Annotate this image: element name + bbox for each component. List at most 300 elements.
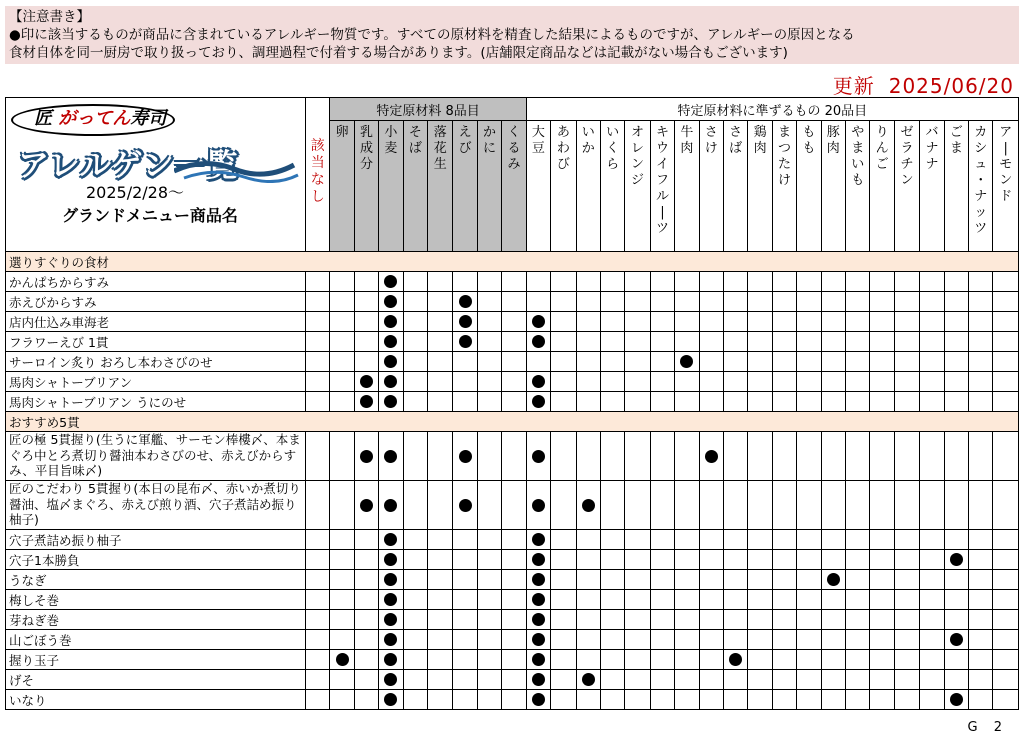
allergen-cell <box>600 481 624 530</box>
allergen-cell <box>944 590 968 610</box>
allergen-cell <box>675 550 699 570</box>
allergen-cell <box>502 630 526 650</box>
allergen-cell <box>969 272 993 292</box>
allergen-cell <box>625 590 650 610</box>
allergen-cell <box>650 630 674 650</box>
allergen-cell <box>428 650 453 670</box>
allergen-cell <box>576 292 600 312</box>
allergen-cell <box>576 570 600 590</box>
allergen-cell <box>600 570 624 590</box>
allergen-header-17: 鶏 肉 <box>748 121 772 252</box>
allergen-cell <box>379 352 403 372</box>
allergen-cell <box>723 530 747 550</box>
allergen-cell <box>576 670 600 690</box>
allergen-dot-icon <box>459 450 472 463</box>
allergen-cell <box>600 392 624 412</box>
allergen-cell <box>354 590 378 610</box>
allergen-header-4: 落 花 生 <box>428 121 453 252</box>
allergen-cell <box>944 272 968 292</box>
allergen-cell <box>969 481 993 530</box>
allergen-cell <box>944 570 968 590</box>
allergen-cell <box>650 670 674 690</box>
allergen-cell <box>650 550 674 570</box>
allergen-dot-icon <box>360 395 373 408</box>
allergen-cell <box>846 670 870 690</box>
allergen-cell <box>551 292 576 312</box>
table-row <box>6 590 1019 610</box>
allergen-cell <box>551 272 576 292</box>
allergen-cell <box>379 610 403 630</box>
allergen-cell <box>428 690 453 710</box>
allergen-cell <box>403 312 427 332</box>
allergen-cell <box>894 312 919 332</box>
allergen-cell <box>576 312 600 332</box>
allergen-cell <box>428 352 453 372</box>
allergen-cell <box>944 530 968 550</box>
allergen-cell <box>403 570 427 590</box>
allergen-cell <box>330 372 354 392</box>
allergen-cell <box>477 610 501 630</box>
allergen-cell <box>502 530 526 550</box>
allergen-cell <box>944 481 968 530</box>
allergen-cell <box>650 590 674 610</box>
allergen-cell <box>551 530 576 550</box>
allergen-cell <box>477 481 501 530</box>
allergen-cell <box>870 650 894 670</box>
allergen-cell <box>477 670 501 690</box>
allergen-cell <box>379 530 403 550</box>
allergen-header-14: 牛 肉 <box>675 121 699 252</box>
allergen-header-20: 豚 肉 <box>821 121 845 252</box>
allergen-cell <box>650 690 674 710</box>
allergen-cell <box>748 392 772 412</box>
allergen-cell <box>772 481 796 530</box>
allergen-cell <box>379 481 403 530</box>
allergen-cell <box>870 372 894 392</box>
allergen-header-23: ゼ ラ チ ン <box>894 121 919 252</box>
allergen-cell <box>576 630 600 650</box>
allergen-cell <box>650 352 674 372</box>
product-name: げそ <box>6 670 306 690</box>
product-name: 穴子煮詰め振り柚子 <box>6 530 306 550</box>
allergen-header-1: 乳 成 分 <box>354 121 378 252</box>
allergen-cell <box>330 690 354 710</box>
allergen-cell <box>748 570 772 590</box>
allergen-cell <box>846 432 870 481</box>
allergen-cell <box>330 530 354 550</box>
product-name: 赤えびからすみ <box>6 292 306 312</box>
table-row <box>6 550 1019 570</box>
allergen-cell <box>920 292 944 312</box>
allergen-cell <box>477 352 501 372</box>
none-cell <box>306 570 330 590</box>
allergen-cell <box>551 432 576 481</box>
allergen-cell <box>846 650 870 670</box>
allergen-cell <box>600 670 624 690</box>
allergen-cell <box>772 610 796 630</box>
allergen-cell <box>526 272 550 292</box>
allergen-cell <box>870 530 894 550</box>
allergen-cell <box>846 352 870 372</box>
allergen-cell <box>330 610 354 630</box>
allergen-cell <box>870 590 894 610</box>
product-name: 匠の極 5貫握り(生うに軍艦、サーモン棒樓〆、本まぐろ中とろ煮切り醤油本わさびのせ、赤えびからすみ、平目旨味〆) <box>6 432 306 481</box>
allergen-dot-icon <box>360 499 373 512</box>
allergen-dot-icon <box>360 375 373 388</box>
allergen-cell <box>723 312 747 332</box>
allergen-cell <box>772 650 796 670</box>
allergen-cell <box>379 630 403 650</box>
allergen-dot-icon <box>384 375 397 388</box>
allergen-cell <box>944 432 968 481</box>
allergen-cell <box>428 550 453 570</box>
allergen-cell <box>969 650 993 670</box>
allergen-cell <box>403 392 427 412</box>
allergen-cell <box>502 372 526 392</box>
allergen-cell <box>354 550 378 570</box>
allergen-cell <box>379 590 403 610</box>
allergen-cell <box>772 372 796 392</box>
allergen-cell <box>551 481 576 530</box>
allergen-cell <box>502 432 526 481</box>
allergen-cell <box>772 530 796 550</box>
product-name: 馬肉シャトーブリアン <box>6 372 306 392</box>
allergen-cell <box>699 690 723 710</box>
allergen-cell <box>403 432 427 481</box>
table-row <box>6 570 1019 590</box>
allergen-cell <box>821 590 845 610</box>
allergen-cell <box>772 432 796 481</box>
allergen-cell <box>748 530 772 550</box>
allergen-cell <box>477 372 501 392</box>
allergen-cell <box>969 372 993 392</box>
allergen-cell <box>330 670 354 690</box>
allergen-cell <box>502 481 526 530</box>
allergen-cell <box>969 630 993 650</box>
category-label: おすすめ5貫 <box>6 412 1019 432</box>
none-cell <box>306 650 330 670</box>
allergen-header-13: キ ウ イ フ ル | ツ <box>650 121 674 252</box>
product-name: フラワーえび 1貫 <box>6 332 306 352</box>
allergen-cell <box>502 650 526 670</box>
allergen-cell <box>920 650 944 670</box>
allergen-dot-icon <box>950 693 963 706</box>
allergen-cell <box>428 481 453 530</box>
allergen-cell <box>354 570 378 590</box>
product-name: うなぎ <box>6 570 306 590</box>
allergen-cell <box>576 650 600 670</box>
allergen-cell <box>748 550 772 570</box>
none-cell <box>306 372 330 392</box>
allergen-cell <box>600 312 624 332</box>
product-name: 馬肉シャトーブリアン うにのせ <box>6 392 306 412</box>
allergen-cell <box>821 530 845 550</box>
allergen-cell <box>723 630 747 650</box>
specific-group-header: 特定原材料 8品目 <box>330 98 526 121</box>
allergen-dot-icon <box>384 450 397 463</box>
allergen-cell <box>379 650 403 670</box>
allergen-cell <box>969 550 993 570</box>
allergen-cell <box>526 332 550 352</box>
allergen-dot-icon <box>384 395 397 408</box>
allergen-cell <box>600 272 624 292</box>
table-row <box>6 332 1019 352</box>
allergen-cell <box>576 432 600 481</box>
allergen-cell <box>526 392 550 412</box>
allergen-cell <box>502 670 526 690</box>
allergen-dot-icon <box>532 450 545 463</box>
allergen-cell <box>969 332 993 352</box>
allergen-cell <box>894 481 919 530</box>
allergen-cell <box>625 690 650 710</box>
allergen-dot-icon <box>950 553 963 566</box>
allergen-cell <box>453 292 477 312</box>
allergen-cell <box>379 392 403 412</box>
allergen-cell <box>453 432 477 481</box>
allergen-cell <box>723 432 747 481</box>
menu-label: グランドメニュー商品名 <box>62 206 238 225</box>
allergen-cell <box>379 292 403 312</box>
allergen-cell <box>969 610 993 630</box>
allergen-dot-icon <box>384 355 397 368</box>
allergen-header-7: く る み <box>502 121 526 252</box>
allergen-cell <box>797 670 821 690</box>
allergen-cell <box>428 530 453 550</box>
allergen-cell <box>551 690 576 710</box>
allergen-cell <box>699 670 723 690</box>
allergen-cell <box>650 481 674 530</box>
allergen-cell <box>354 332 378 352</box>
allergen-cell <box>428 292 453 312</box>
allergen-header-22: り ん ご <box>870 121 894 252</box>
allergen-cell <box>797 570 821 590</box>
allergen-cell <box>870 481 894 530</box>
allergen-cell <box>846 292 870 312</box>
allergen-cell <box>748 630 772 650</box>
allergen-cell <box>477 530 501 550</box>
allergen-cell <box>625 392 650 412</box>
allergen-cell <box>379 670 403 690</box>
allergen-cell <box>920 670 944 690</box>
allergen-cell <box>675 530 699 550</box>
allergen-cell <box>502 392 526 412</box>
allergen-cell <box>748 292 772 312</box>
allergen-cell <box>969 670 993 690</box>
allergen-cell <box>821 392 845 412</box>
allergen-cell <box>846 570 870 590</box>
allergen-cell <box>894 530 919 550</box>
allergen-dot-icon <box>532 573 545 586</box>
allergen-cell <box>551 550 576 570</box>
allergen-dot-icon <box>384 573 397 586</box>
table-row <box>6 312 1019 332</box>
allergen-dot-icon <box>532 553 545 566</box>
allergen-cell <box>699 570 723 590</box>
allergen-cell <box>993 312 1019 332</box>
allergen-cell <box>330 570 354 590</box>
allergen-cell <box>920 392 944 412</box>
allergen-cell <box>821 272 845 292</box>
allergen-cell <box>354 312 378 332</box>
allergen-cell <box>330 352 354 372</box>
allergen-cell <box>723 352 747 372</box>
allergen-dot-icon <box>459 315 472 328</box>
allergen-cell <box>428 630 453 650</box>
allergen-cell <box>699 530 723 550</box>
allergen-cell <box>625 550 650 570</box>
table-row <box>6 610 1019 630</box>
allergen-cell <box>600 432 624 481</box>
allergen-cell <box>576 272 600 292</box>
allergen-cell <box>993 481 1019 530</box>
allergen-cell <box>846 392 870 412</box>
allergen-cell <box>993 272 1019 292</box>
allergen-cell <box>699 481 723 530</box>
allergen-cell <box>894 550 919 570</box>
allergen-cell <box>650 392 674 412</box>
allergen-cell <box>870 610 894 630</box>
allergen-cell <box>428 570 453 590</box>
allergen-cell <box>477 272 501 292</box>
allergen-cell <box>453 670 477 690</box>
allergen-dot-icon <box>384 295 397 308</box>
allergen-cell <box>797 481 821 530</box>
allergen-cell <box>920 630 944 650</box>
allergen-cell <box>453 530 477 550</box>
allergen-cell <box>650 292 674 312</box>
allergen-cell <box>748 432 772 481</box>
allergen-cell <box>748 481 772 530</box>
allergen-cell <box>600 550 624 570</box>
allergen-cell <box>330 392 354 412</box>
allergen-cell <box>477 690 501 710</box>
allergen-cell <box>354 372 378 392</box>
allergen-cell <box>723 332 747 352</box>
allergen-cell <box>403 272 427 292</box>
allergen-cell <box>477 332 501 352</box>
allergen-cell <box>379 272 403 292</box>
allergen-table <box>5 97 1019 710</box>
allergen-cell <box>428 590 453 610</box>
allergen-cell <box>675 352 699 372</box>
allergen-cell <box>551 650 576 670</box>
allergen-cell <box>969 590 993 610</box>
allergen-cell <box>551 352 576 372</box>
allergen-cell <box>453 352 477 372</box>
allergen-cell <box>748 610 772 630</box>
allergen-cell <box>330 432 354 481</box>
allergen-cell <box>428 432 453 481</box>
allergen-dot-icon <box>532 375 545 388</box>
allergen-dot-icon <box>384 315 397 328</box>
table-row <box>6 272 1019 292</box>
allergen-cell <box>576 550 600 570</box>
allergen-cell <box>428 312 453 332</box>
none-cell <box>306 392 330 412</box>
allergen-cell <box>354 392 378 412</box>
allergen-cell <box>920 550 944 570</box>
category-row <box>6 252 1019 272</box>
allergen-dot-icon <box>532 593 545 606</box>
allergen-cell <box>600 352 624 372</box>
allergen-cell <box>772 312 796 332</box>
allergen-cell <box>993 550 1019 570</box>
allergen-cell <box>354 530 378 550</box>
allergen-cell <box>797 372 821 392</box>
allergen-header-3: そ ば <box>403 121 427 252</box>
allergen-cell <box>403 670 427 690</box>
allergen-cell <box>675 481 699 530</box>
allergen-cell <box>748 590 772 610</box>
allergen-cell <box>699 630 723 650</box>
allergen-cell <box>526 292 550 312</box>
allergen-cell <box>723 392 747 412</box>
allergen-cell <box>846 690 870 710</box>
allergen-cell <box>821 570 845 590</box>
allergen-cell <box>870 312 894 332</box>
allergen-header-16: さ ば <box>723 121 747 252</box>
allergen-dot-icon <box>950 633 963 646</box>
allergen-cell <box>993 372 1019 392</box>
none-cell <box>306 690 330 710</box>
allergen-cell <box>894 570 919 590</box>
allergen-dot-icon <box>582 673 595 686</box>
allergen-cell <box>723 610 747 630</box>
allergen-cell <box>625 630 650 650</box>
allergen-cell <box>625 530 650 550</box>
allergen-cell <box>870 432 894 481</box>
allergen-cell <box>920 332 944 352</box>
allergen-cell <box>797 530 821 550</box>
allergen-dot-icon <box>532 693 545 706</box>
allergen-cell <box>699 650 723 670</box>
allergen-dot-icon <box>582 499 595 512</box>
allergen-cell <box>428 272 453 292</box>
allergen-cell <box>453 392 477 412</box>
allergen-cell <box>502 332 526 352</box>
allergen-cell <box>526 690 550 710</box>
allergen-cell <box>354 352 378 372</box>
allergen-cell <box>846 481 870 530</box>
allergen-cell <box>551 610 576 630</box>
allergen-cell <box>379 332 403 352</box>
allergen-cell <box>403 550 427 570</box>
allergen-dot-icon <box>384 593 397 606</box>
table-row <box>6 650 1019 670</box>
none-cell <box>306 550 330 570</box>
allergen-cell <box>944 292 968 312</box>
allergen-cell <box>748 332 772 352</box>
allergen-dot-icon <box>459 499 472 512</box>
allergen-cell <box>699 372 723 392</box>
allergen-cell <box>551 312 576 332</box>
allergen-cell <box>993 352 1019 372</box>
allergen-cell <box>576 392 600 412</box>
allergen-cell <box>797 432 821 481</box>
allergen-cell <box>894 670 919 690</box>
allergen-cell <box>650 272 674 292</box>
allergen-cell <box>526 530 550 550</box>
allergen-cell <box>650 332 674 352</box>
allergen-cell <box>748 372 772 392</box>
allergen-cell <box>797 610 821 630</box>
allergen-cell <box>379 690 403 710</box>
allergen-dot-icon <box>384 335 397 348</box>
allergen-cell <box>526 481 550 530</box>
allergen-dot-icon <box>705 450 718 463</box>
none-cell <box>306 272 330 292</box>
allergen-cell <box>526 630 550 650</box>
